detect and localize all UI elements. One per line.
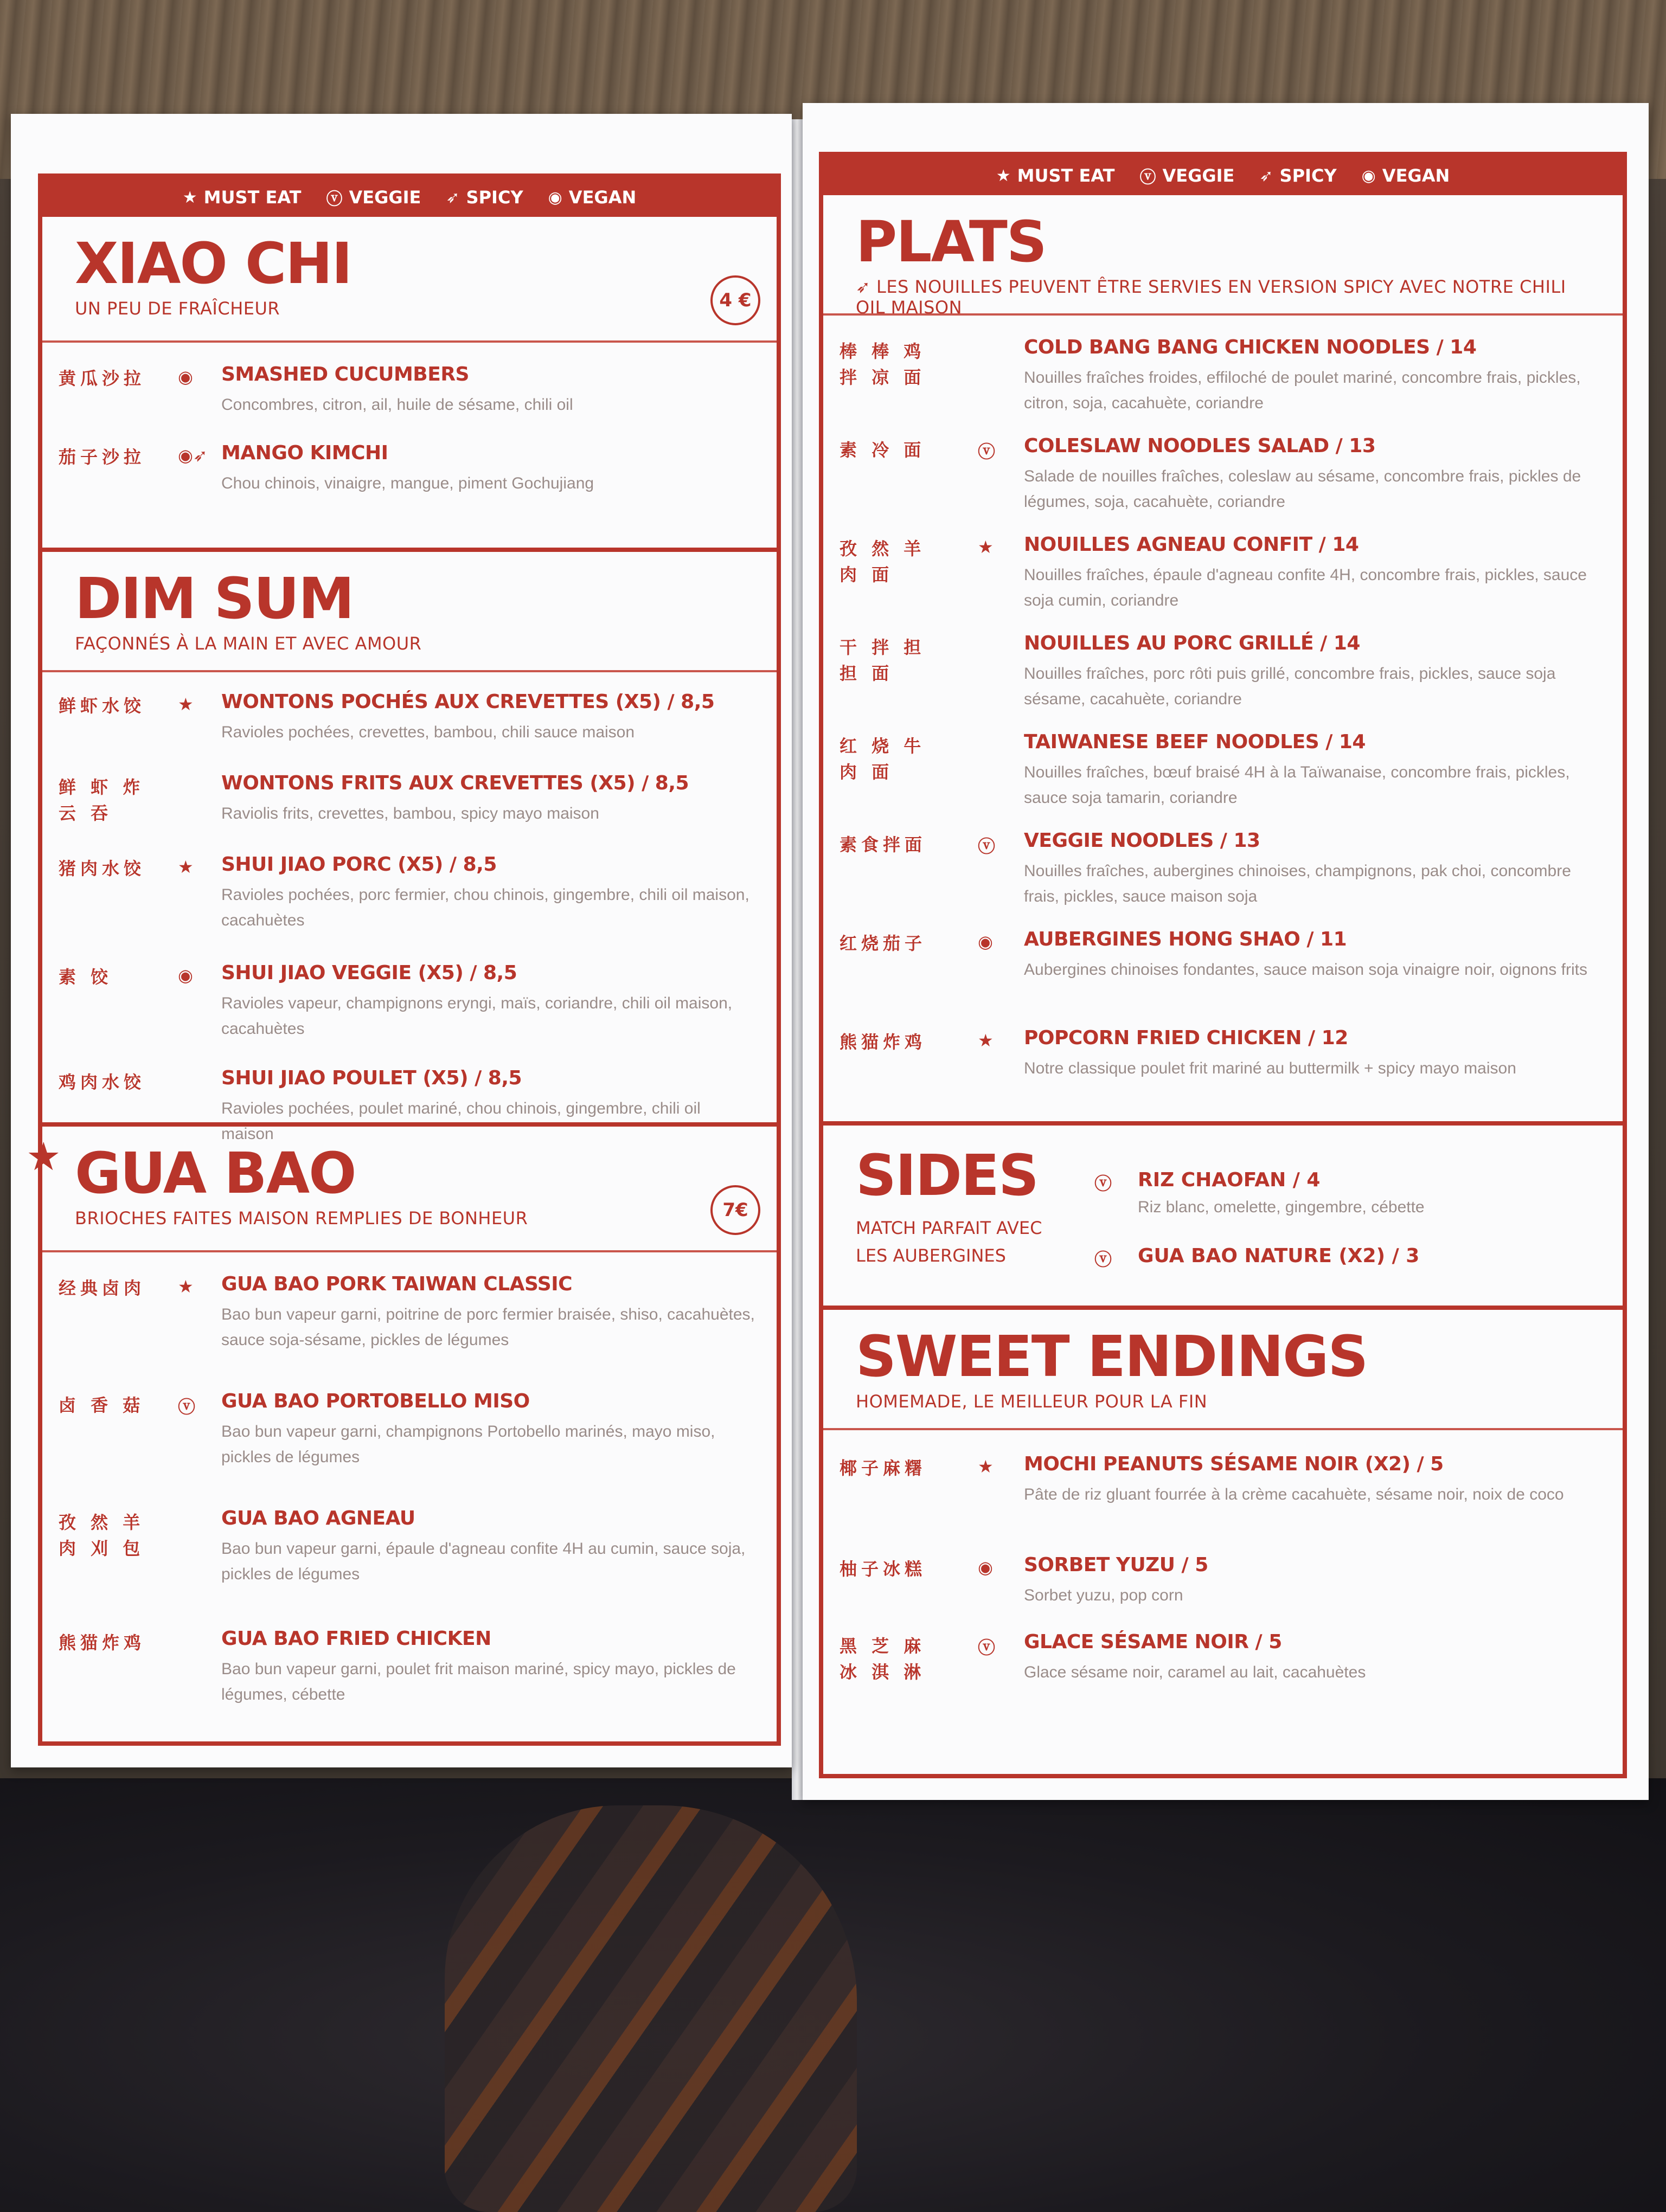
legend-vegan: VEGAN [568,187,637,208]
item-description: Notre classique poulet frit mariné au buttermilk + spicy mayo maison [1024,1059,1516,1077]
veggie-icon: ⓥ [978,836,996,857]
legend-must-eat: MUST EAT [203,187,302,208]
menu-item [42,691,777,767]
menu-left-page [11,114,792,1767]
menu-right-page [803,103,1649,1800]
item-name: WONTONS FRITS AUX CREVETTES (X5) / 8,5 [221,772,689,794]
item-description: Nouilles fraîches, épaule d'agneau confite 4H, concombre frais, pickles, sauce soja cumin, coriandre [1024,566,1587,609]
legend-veggie: VEGGIE [349,187,421,208]
star-icon: ★ [178,1276,194,1297]
menu-item [823,928,1623,1026]
section-title: XIAO CHI [75,230,352,297]
chinese-name: 红 烧 牛 肉 面 [840,736,926,782]
chinese-name: 经典卤肉 [59,1278,146,1298]
item-description: Ravioles vapeur, champignons eryngi, maïs, coriandre, chili oil maison, cacahuètes [221,994,733,1038]
section-sides [823,1121,1623,1310]
chili-icon: ➶ [856,276,876,297]
menu-item [42,1390,777,1499]
menu-item [42,962,777,1038]
section-subtitle: LES NOUILLES PEUVENT ÊTRE SERVIES EN VERSION SPICY AVEC NOTRE CHILI OIL MAISON [856,276,1566,318]
vegan-icon: ◉ [978,1557,993,1578]
chinese-name: 干 拌 担 担 面 [840,637,926,684]
vegan-spicy-icon: ◉➶ [178,445,208,466]
menu-item [42,772,777,848]
item-description: Bao bun vapeur garni, poulet frit maison mariné, spicy mayo, pickles de légumes, cébette [221,1660,736,1703]
chinese-name: 柚子冰糕 [840,1559,927,1579]
star-icon: ★ [182,188,197,207]
section-plats [823,195,1623,1121]
legend-spicy: SPICY [466,187,523,208]
section-subtitle: FAÇONNÉS À LA MAIN ET AVEC AMOUR [75,633,422,654]
chinese-name: 棒 棒 鸡 拌 凉 面 [840,341,926,388]
item-description: Nouilles fraîches, porc rôti puis grillé, concombre frais, pickles, sauce soja sésame, cacahuète, coriandre [1024,665,1556,708]
item-description: Bao bun vapeur garni, poitrine de porc fermier braisée, shiso, cacahuètes, sauce soja-sésame, pickles de légumes [221,1306,755,1349]
chinese-name: 孜 然 羊 肉 面 [840,538,926,585]
veggie-icon: ⓥ [326,190,343,209]
section-title: PLATS [856,209,1046,275]
vegan-icon: ◉ [178,965,193,986]
item-name: COLESLAW NOODLES SALAD / 13 [1024,435,1376,457]
section-subtitle: HOMEMADE, LE MEILLEUR POUR LA FIN [856,1391,1208,1412]
item-name: MANGO KIMCHI [221,442,388,464]
section-xiao-chi [42,217,777,548]
chinese-name: 素 饺 [59,967,113,987]
chinese-name: 熊猫炸鸡 [840,1032,927,1052]
price-badge: 7€ [710,1185,760,1235]
legend-bar [42,178,777,217]
menu-item [823,1453,1623,1545]
menu-item [823,435,1623,532]
chinese-name: 熊猫炸鸡 [59,1632,146,1653]
veggie-icon: ⓥ [1094,1174,1112,1193]
section-dim-sum [42,548,777,1143]
chinese-name: 孜 然 羊 肉 刈 包 [59,1512,145,1559]
item-name: RIZ CHAOFAN / 4 [1138,1169,1321,1191]
item-name: GUA BAO NATURE (X2) / 3 [1138,1245,1420,1267]
veggie-icon: ⓥ [1094,1250,1112,1269]
item-name: COLD BANG BANG CHICKEN NOODLES / 14 [1024,336,1477,358]
chinese-name: 素食拌面 [840,834,927,855]
chinese-name: 黑 芝 麻 冰 淇 淋 [840,1636,926,1682]
chinese-name: 卤 香 菇 [59,1395,145,1416]
section-title: SWEET ENDINGS [856,1323,1368,1390]
legend-vegan: VEGAN [1382,165,1450,186]
chili-icon: ➶ [446,188,460,207]
item-name: SORBET YUZU / 5 [1024,1554,1208,1576]
section-subtitle: UN PEU DE FRAÎCHEUR [75,298,280,319]
section-subtitle: MATCH PARFAIT AVEC [856,1218,1042,1238]
item-description: Ravioles pochées, poulet mariné, chou chinois, gingembre, chili oil maison [221,1099,701,1143]
menu-item [42,1628,777,1736]
item-description: Pâte de riz gluant fourrée à la crème cacahuète, sésame noir, noix de coco [1024,1486,1564,1503]
chinese-name: 黄瓜沙拉 [59,368,146,389]
section-title: SIDES [856,1142,1038,1208]
veggie-icon: ⓥ [978,1637,996,1658]
veggie-icon: ⓥ [978,441,996,462]
chinese-name: 鲜虾水饺 [59,696,146,716]
menu-item [823,1027,1623,1108]
vegan-icon: ◉ [178,366,193,387]
vegan-icon: ◉ [978,931,993,952]
item-name: SHUI JIAO VEGGIE (X5) / 8,5 [221,962,517,984]
legend-veggie: VEGGIE [1162,165,1235,186]
section-gua-bao [26,1122,777,1750]
chinese-name: 素 冷 面 [840,440,926,460]
section-title: DIM SUM [75,565,354,632]
item-description: Nouilles fraîches, bœuf braisé 4H à la Taïwanaise, concombre frais, pickles, sauce soja tamarin, coriandre [1024,763,1570,807]
legend-bar [823,156,1623,195]
menu-item [823,533,1623,631]
chili-icon: ➶ [1259,166,1273,185]
item-name: MOCHI PEANUTS SÉSAME NOIR (X2) / 5 [1024,1453,1444,1475]
star-icon: ★ [26,1135,61,1179]
item-name: VEGGIE NOODLES / 13 [1024,829,1260,852]
chinese-name: 红烧茄子 [840,933,927,954]
menu-item [823,1631,1623,1701]
item-name: WONTONS POCHÉS AUX CREVETTES (X5) / 8,5 [221,691,715,713]
item-description: Nouilles fraîches, aubergines chinoises, champignons, pak choi, concombre frais, pickles, sauce maison soja [1024,862,1571,905]
left-frame [26,173,781,1746]
right-frame [819,152,1627,1778]
veggie-icon: ⓥ [1139,168,1156,187]
item-name: POPCORN FRIED CHICKEN / 12 [1024,1027,1348,1049]
item-description: Chou chinois, vinaigre, mangue, piment Gochujiang [221,474,594,492]
item-name: GUA BAO PORK TAIWAN CLASSIC [221,1273,573,1295]
item-description: Ravioles pochées, crevettes, bambou, chili sauce maison [221,723,635,741]
star-icon: ★ [178,694,194,715]
menu-fold [792,119,803,1800]
menu-item [823,829,1623,927]
item-description: Salade de nouilles fraîches, coleslaw au sésame, concombre frais, pickles de légumes, soja, cacahuète, coriandre [1024,467,1581,511]
item-description: Nouilles fraîches froides, effiloché de poulet mariné, concombre frais, pickles, citron, soja, cacahuète, coriandre [1024,369,1581,412]
shoe [445,1805,857,2212]
item-name: NOUILLES AGNEAU CONFIT / 14 [1024,533,1359,556]
item-name: GUA BAO AGNEAU [221,1507,415,1529]
vegan-icon: ◉ [548,188,562,207]
star-icon: ★ [978,537,994,557]
section-title: GUA BAO [75,1140,356,1206]
star-icon: ★ [978,1456,994,1477]
vegan-icon: ◉ [1361,166,1376,185]
menu-item [42,1273,777,1381]
item-description: Glace sésame noir, caramel au lait, cacahuètes [1024,1663,1366,1681]
item-description: Aubergines chinoises fondantes, sauce maison soja vinaigre noir, oignons frits [1024,961,1587,979]
menu-item [823,731,1623,828]
menu-item [823,632,1623,730]
item-name: NOUILLES AU PORC GRILLÉ / 14 [1024,632,1360,654]
section-sweet-endings [823,1306,1623,1711]
item-name: AUBERGINES HONG SHAO / 11 [1024,928,1347,950]
star-icon: ★ [978,1030,994,1051]
item-name: GUA BAO PORTOBELLO MISO [221,1390,530,1412]
menu-item [823,1554,1623,1624]
section-subtitle: LES AUBERGINES [856,1245,1006,1266]
legend-spicy: SPICY [1279,165,1337,186]
item-name: TAIWANESE BEEF NOODLES / 14 [1024,731,1366,753]
legend-must-eat: MUST EAT [1017,165,1115,186]
star-icon: ★ [178,857,194,877]
price-badge: 4 € [710,275,760,325]
item-description: Riz blanc, omelette, gingembre, cébette [1138,1198,1425,1216]
chinese-name: 鲜 虾 炸 云 吞 [59,777,145,824]
star-icon: ★ [996,166,1011,185]
item-name: SMASHED CUCUMBERS [221,363,469,385]
menu-item [42,363,777,439]
chinese-name: 椰子麻糬 [840,1458,927,1478]
veggie-icon: ⓥ [178,1397,196,1417]
menu-item [823,336,1623,434]
chinese-name: 鸡肉水饺 [59,1072,146,1092]
item-name: SHUI JIAO PORC (X5) / 8,5 [221,853,497,876]
item-description: Sorbet yuzu, pop corn [1024,1586,1183,1604]
item-name: SHUI JIAO POULET (X5) / 8,5 [221,1067,522,1089]
menu-item [42,442,777,518]
section-subtitle: BRIOCHES FAITES MAISON REMPLIES DE BONHEUR [75,1208,528,1229]
item-name: GLACE SÉSAME NOIR / 5 [1024,1631,1282,1653]
item-description: Ravioles pochées, porc fermier, chou chinois, gingembre, chili oil maison, cacahuètes [221,886,749,929]
item-description: Concombres, citron, ail, huile de sésame, chili oil [221,396,573,414]
item-description: Bao bun vapeur garni, épaule d'agneau confite 4H au cumin, sauce soja, pickles de légumes [221,1540,746,1583]
item-description: Bao bun vapeur garni, champignons Portobello marinés, mayo miso, pickles de légumes [221,1423,715,1466]
menu-item [42,853,777,929]
menu-item [42,1507,777,1616]
item-name: GUA BAO FRIED CHICKEN [221,1628,491,1650]
chinese-name: 茄子沙拉 [59,447,146,467]
chinese-name: 猪肉水饺 [59,858,146,879]
item-description: Raviolis frits, crevettes, bambou, spicy mayo maison [221,805,599,822]
